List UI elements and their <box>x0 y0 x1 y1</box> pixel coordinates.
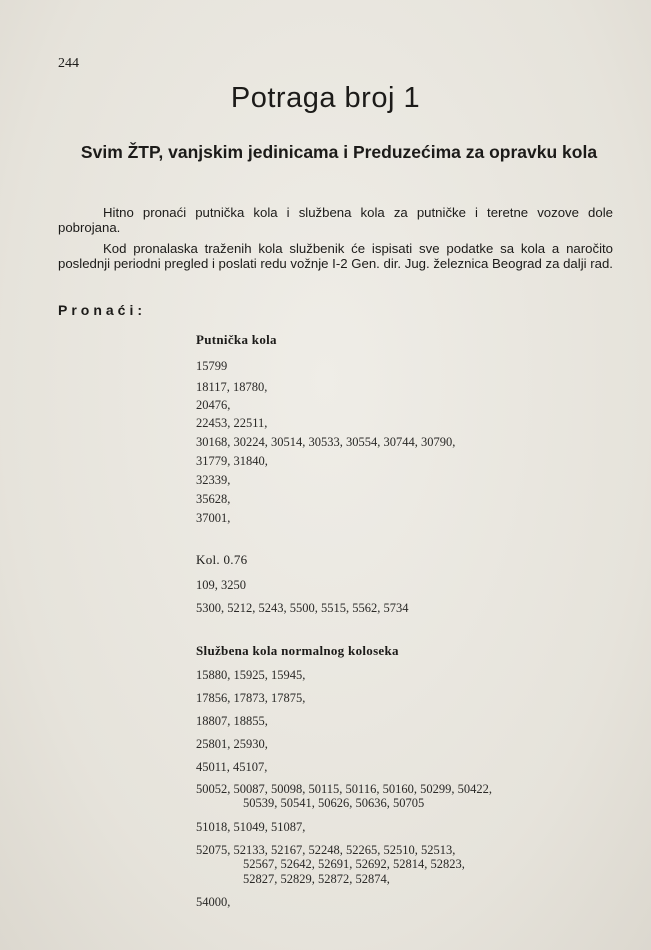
paragraph-instructions: Hitno pronaći putnička kola i službena kola za putničke i teretne vozove dole pobrojana. <box>58 205 613 235</box>
list-item: 18117, 18780, <box>196 380 268 394</box>
find-label: Pronaći: <box>58 302 147 318</box>
list-item: 17856, 17873, 17875, <box>196 691 306 705</box>
list-item: 15880, 15925, 15945, <box>196 668 306 682</box>
list-item: 52075, 52133, 52167, 52248, 52265, 52510, 52513, <box>196 843 456 857</box>
section-heading-narrow-gauge: Kol. 0.76 <box>196 552 248 567</box>
list-item: 20476, <box>196 398 231 412</box>
subtitle: Svim ŽTP, vanjskim jedinicama i Preduzećima za opravku kola <box>80 142 598 162</box>
list-item: 15799 <box>196 359 228 373</box>
list-item-continuation: 52827, 52829, 52872, 52874, <box>243 872 390 886</box>
list-item: 5300, 5212, 5243, 5500, 5515, 5562, 5734 <box>196 601 409 615</box>
list-item: 18807, 18855, <box>196 714 268 728</box>
list-item: 37001, <box>196 511 231 525</box>
section-heading-passenger-cars: Putnička kola <box>196 332 277 347</box>
list-item: 50052, 50087, 50098, 50115, 50116, 50160, 50299, 50422, <box>196 782 492 796</box>
page-title: Potraga broj 1 <box>230 82 421 114</box>
paragraph-procedure: Kod pronalaska traženih kola službenik će ispisati sve podatke sa kola a naročito poslednji periodni pregled i poslati redu vožnje I-2 Gen. dir. Jug. železnica Beograd za dalji rad. <box>58 241 613 271</box>
list-item-continuation: 52567, 52642, 52691, 52692, 52814, 52823, <box>243 857 465 871</box>
list-item: 109, 3250 <box>196 578 246 592</box>
list-item: 54000, <box>196 895 231 909</box>
list-item: 22453, 22511, <box>196 416 268 430</box>
list-item: 51018, 51049, 51087, <box>196 820 306 834</box>
page-number: 244 <box>58 56 79 71</box>
list-item: 25801, 25930, <box>196 737 268 751</box>
list-item: 32339, <box>196 473 231 487</box>
list-item: 35628, <box>196 492 231 506</box>
list-item: 45011, 45107, <box>196 760 268 774</box>
list-item: 30168, 30224, 30514, 30533, 30554, 30744, 30790, <box>196 435 456 449</box>
list-item: 31779, 31840, <box>196 454 268 468</box>
section-heading-service-cars: Službena kola normalnog koloseka <box>196 643 399 658</box>
list-item-continuation: 50539, 50541, 50626, 50636, 50705 <box>243 796 425 810</box>
